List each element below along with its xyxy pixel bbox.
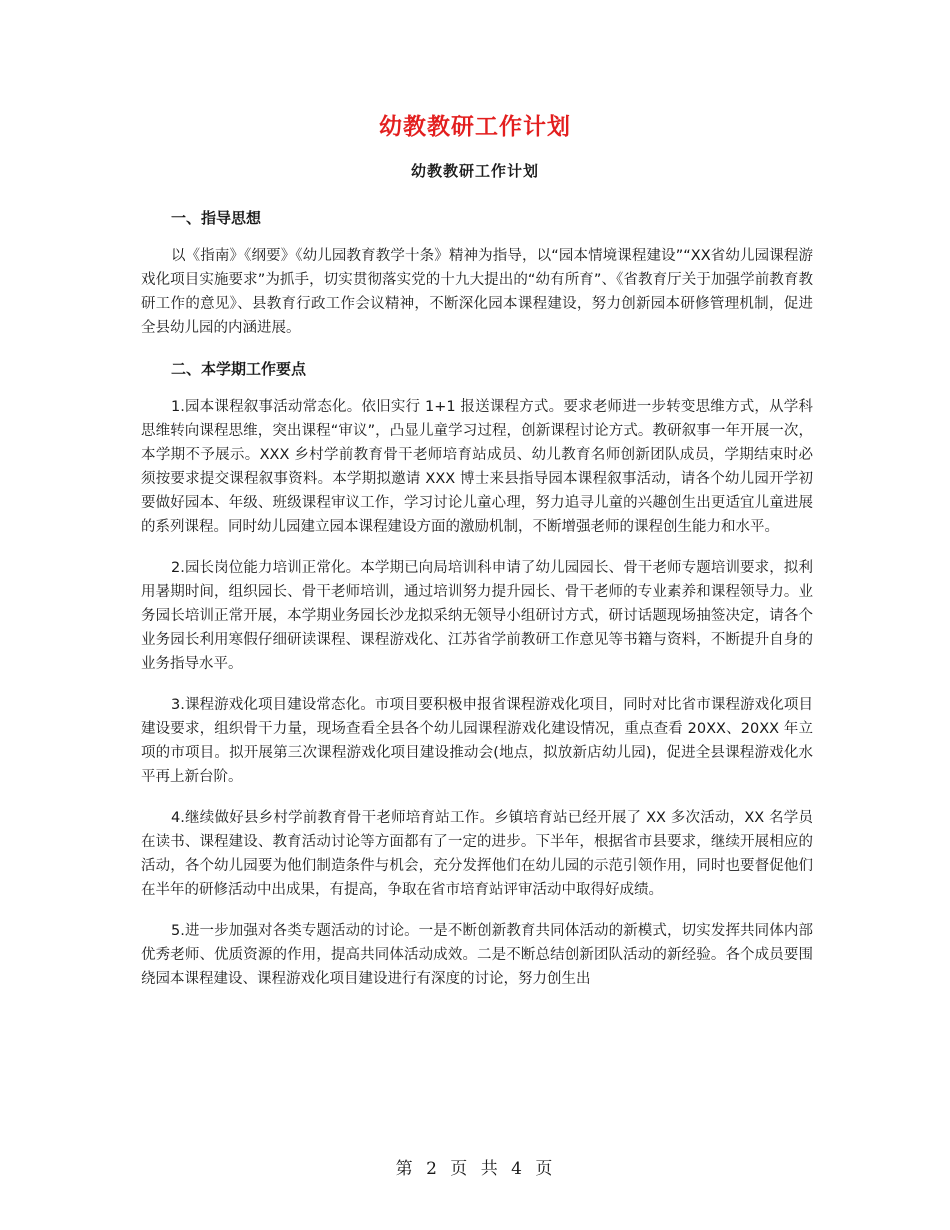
- footer-suffix: 页: [535, 1159, 555, 1179]
- document-subtitle: 幼教教研工作计划: [410, 162, 539, 180]
- paragraph-point-3: 3.课程游戏化项目建设常态化。市项目要积极申报省课程游戏化项目，同时对比省市课程游戏化项目建设要求，组织骨干力量，现场查看全县各个幼儿园课程游戏化建设情况，重点查看 20XX、20XX 年立项的市项目。拟开展第三次课程游戏化项目建设推动会(地点，拟放新店幼儿园)，促进全县课程游戏化水平再上新台阶。: [141, 697, 813, 785]
- document-body: [141, 196, 813, 1008]
- page-footer: [0, 1154, 950, 1179]
- total-page-number: 4: [511, 1159, 524, 1179]
- section-heading-guiding-ideology: 一、指导思想: [171, 209, 262, 227]
- paragraph-point-2: 2.园长岗位能力培训正常化。本学期已向局培训科申请了幼儿园园长、骨干老师专题培训要求，拟利用暑期时间，组织园长、骨干老师培训，通过培训努力提升园长、骨干老师的专业素养和课程领导力。业务园长培训正常开展，本学期业务园长沙龙拟采纳无领导小组研讨方式，研讨话题现场抽签决定，请各个业务园长利用寒假仔细研读课程、课程游戏化、江苏省学前教研工作意见等书籍与资料，不断提升自身的业务指导水平。: [141, 560, 813, 672]
- footer-total-word: 共: [480, 1159, 500, 1179]
- paragraph-point-1: 1.园本课程叙事活动常态化。依旧实行 1+1 报送课程方式。要求老师进一步转变思维方式，从学科思维转向课程思维，突出课程“审议”，凸显儿童学习过程，创新课程讨论方式。教研叙事一年开展一次，本学期不予展示。XXX 乡村学前教育骨干老师培育站成员、幼儿教育名师创新团队成员，学期结束时必须按要求提交课程叙事资料。本学期拟邀请 XXX 博士来县指导园本课程叙事活动，请各个幼儿园开学初要做好园本、年级、班级课程审议工作，学习讨论儿童心理，努力追寻儿童的兴趣创生出更适宜儿童进展的系列课程。同时幼儿园建立园本课程建设方面的激励机制，不断增强老师的课程创生能力和水平。: [141, 399, 813, 535]
- section-heading-work-points: 二、本学期工作要点: [171, 360, 307, 378]
- current-page-number: 2: [426, 1159, 439, 1179]
- footer-prefix: 第: [395, 1159, 415, 1179]
- paragraph-point-5: 5.进一步加强对各类专题活动的讨论。一是不断创新教育共同体活动的新模式，切实发挥共同体内部优秀老师、优质资源的作用，提高共同体活动成效。二是不断总结创新团队活动的新经验。各个成员要围绕园本课程建设、课程游戏化项目建设进行有深度的讨论，努力创生出: [141, 923, 813, 987]
- document-title: 幼教教研工作计划: [379, 113, 571, 140]
- paragraph-point-4: 4.继续做好县乡村学前教育骨干老师培育站工作。乡镇培育站已经开展了 XX 多次活动，XX 名学员在读书、课程建设、教育活动讨论等方面都有了一定的进步。下半年，根据省市县要求，继续开展相应的活动，各个幼儿园要为他们制造条件与机会，充分发挥他们在幼儿园的示范引领作用，同时也要督促他们在半年的研修活动中出成果，有提高，争取在省市培育站评审活动中取得好成绩。: [141, 810, 813, 898]
- paragraph-guiding-ideology: 以《指南》《纲要》《幼儿园教育教学十条》精神为指导，以“园本情境课程建设”“XX省幼儿园课程游戏化项目实施要求”为抓手，切实贯彻落实党的十九大提出的“幼有所育”、《省教育厅关于加强学前教育教研工作的意见》、县教育行政工作会议精神，不断深化园本课程建设，努力创新园本研修管理机制，促进全县幼儿园的内涵进展。: [141, 248, 813, 336]
- footer-page-word: 页: [450, 1159, 470, 1179]
